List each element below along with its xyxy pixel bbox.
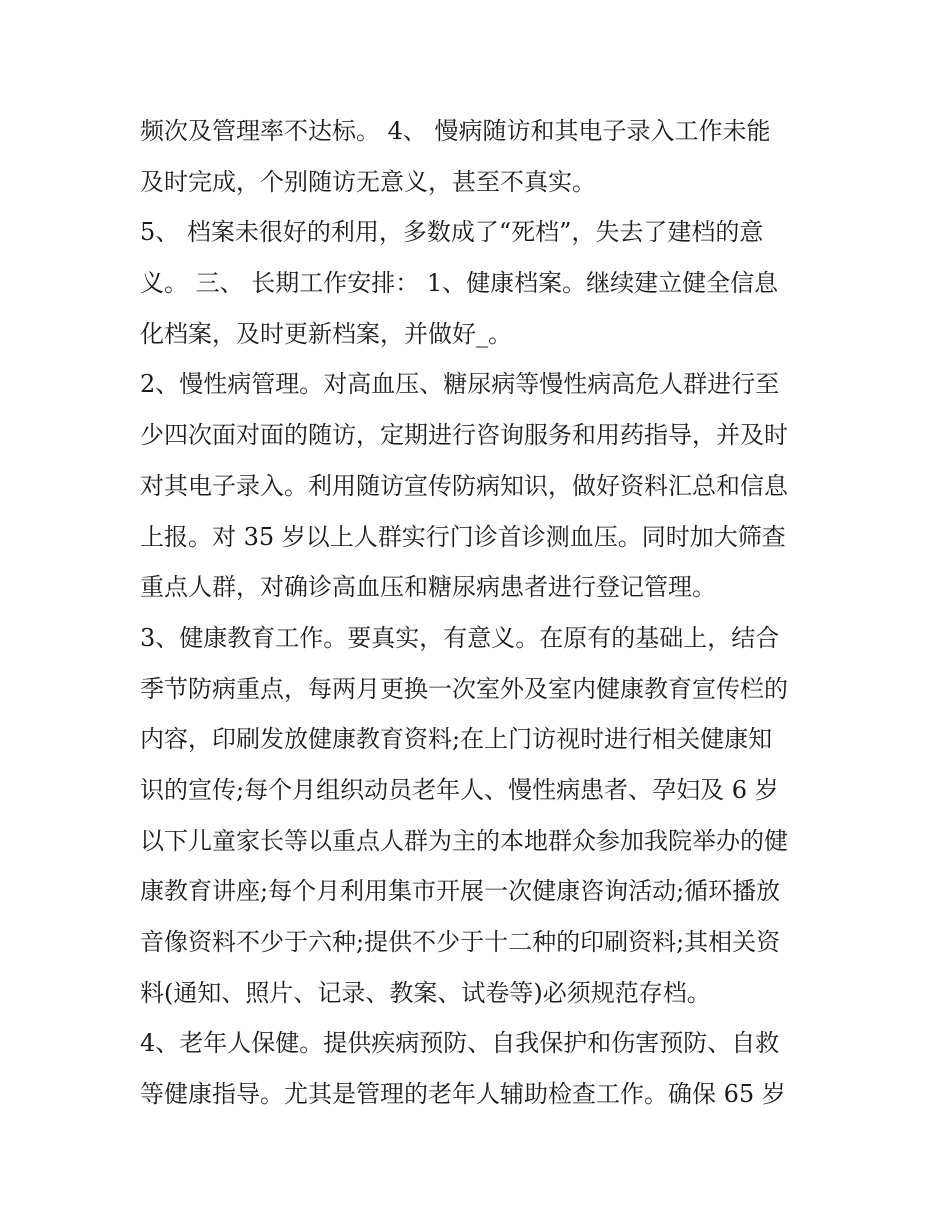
text-line: 及时完成，个别随访无意义，甚至不真实。: [140, 167, 596, 196]
text-line: 化档案，及时更新档案，并做好_。: [140, 319, 512, 348]
text-line: 少四次面对面的随访，定期进行咨询服务和用药指导，并及时: [140, 421, 788, 450]
text-line: 康教育讲座;每个月利用集市开展一次健康咨询活动;循环播放: [140, 877, 781, 906]
text-line: 频次及管理率不达标。 4、 慢病随访和其电子录入工作未能: [140, 117, 771, 145]
text-line: 上报。对 35 岁以上人群实行门诊首诊测血压。同时加大筛查: [140, 522, 786, 551]
document-body: [140, 106, 820, 1120]
text-line: 等健康指导。尤其是管理的老年人辅助检查工作。确保 65 岁: [140, 1080, 786, 1109]
text-line: 季节防病重点，每两月更换一次室外及室内健康教育宣传栏的: [140, 674, 788, 703]
text-line: 识的宣传;每个月组织动员老年人、慢性病患者、孕妇及 6 岁: [140, 775, 779, 804]
text-line: 3、健康教育工作。要真实，有意义。在原有的基础上，结合: [140, 623, 780, 652]
text-line: 4、老年人保健。提供疾病预防、自我保护和伤害预防、自救: [140, 1029, 780, 1058]
text-line: 音像资料不少于六种;提供不少于十二种的印刷资料;其相关资: [140, 928, 781, 956]
text-line: 以下儿童家长等以重点人群为主的本地群众参加我院举办的健: [140, 826, 788, 855]
text-line: 5、 档案未很好的利用，多数成了“死档”，失去了建档的意: [140, 218, 764, 247]
text-line: 义。 三、 长期工作安排： 1、健康档案。继续建立健全信息: [140, 269, 779, 298]
text-line: 2、慢性病管理。对高血压、糖尿病等慢性病高危人群进行至: [140, 370, 780, 399]
text-line: 重点人群，对确诊高血压和糖尿病患者进行登记管理。: [140, 573, 716, 602]
text-line: 料(通知、照片、记录、教案、试卷等)必须规范存档。: [140, 978, 711, 1007]
text-line: 内容，印刷发放健康教育资料;在上门访视时进行相关健康知: [140, 725, 773, 754]
text-line: 对其电子录入。利用随访宣传防病知识，做好资料汇总和信息: [140, 471, 788, 500]
